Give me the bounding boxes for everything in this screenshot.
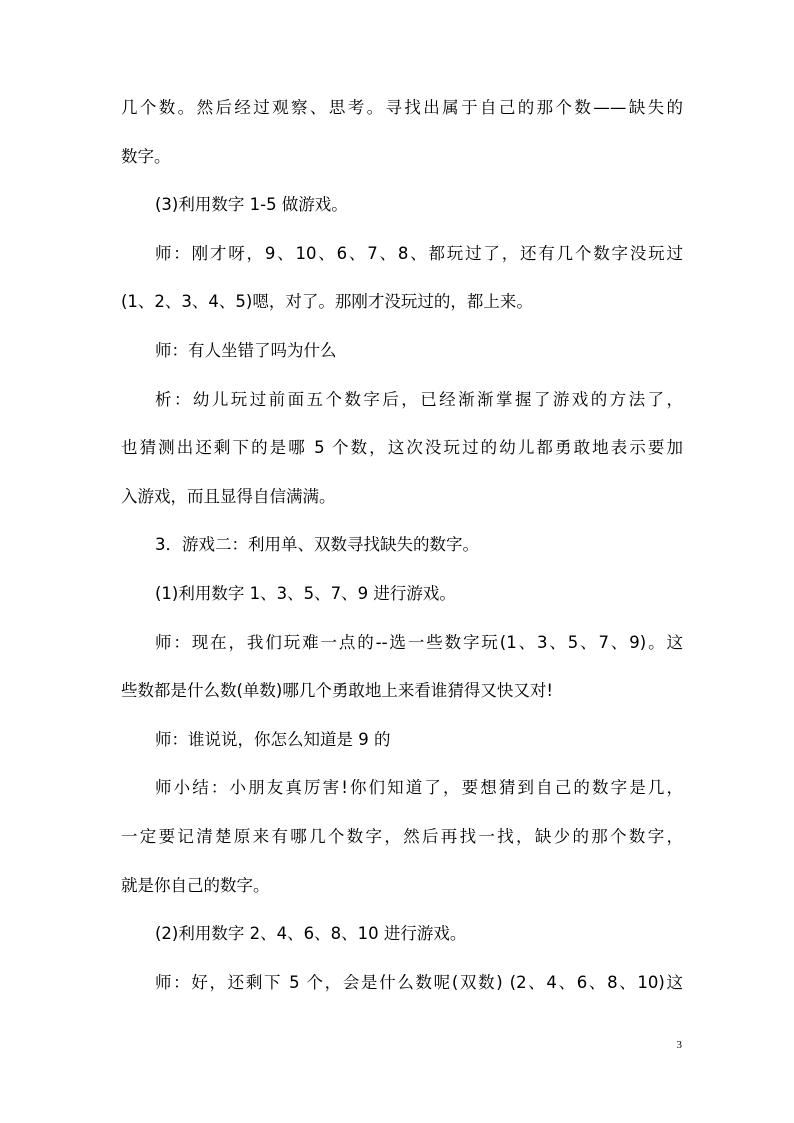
body-text: [121, 91, 683, 1014]
text-line: (3)利用数字 1-5 做游戏。: [155, 195, 348, 215]
text-line: 析：幼儿玩过前面五个数字后，已经渐渐掌握了游戏的方法了，: [155, 389, 683, 409]
text-line: 就是你自己的数字。: [121, 875, 270, 895]
text-line: 师：有人坐错了吗为什么: [155, 340, 337, 360]
text-line: (1)利用数字 1、3、5、7、9 进行游戏。: [155, 583, 456, 603]
text-line: 师：好，还剩下 5 个，会是什么数呢(双数) (2、4、6、8、10)这: [155, 972, 683, 992]
page-number: 3: [676, 1039, 682, 1051]
text-line: 一定要记清楚原来有哪几个数字，然后再找一找，缺少的那个数字，: [121, 826, 683, 846]
text-line: (1、2、3、4、5)嗯，对了。那刚才没玩过的，都上来。: [121, 292, 533, 312]
text-line: 数字。: [121, 146, 171, 166]
text-line: (2)利用数字 2、4、6、8、10 进行游戏。: [155, 924, 467, 944]
text-line: 3．游戏二：利用单、双数寻找缺失的数字。: [155, 535, 479, 555]
text-line: 也猜测出还剩下的是哪 5 个数，这次没玩过的幼儿都勇敢地表示要加: [121, 438, 683, 458]
text-line: 入游戏，而且显得自信满满。: [121, 486, 336, 506]
text-line: 师：刚才呀，9、10、6、7、8、都玩过了，还有几个数字没玩过: [155, 243, 683, 263]
text-line: 师小结：小朋友真厉害!你们知道了，要想猜到自己的数字是几，: [155, 778, 683, 798]
text-line: 几个数。然后经过观察、思考。寻找出属于自己的那个数——缺失的: [121, 98, 683, 117]
text-line: 师：现在，我们玩难一点的--选一些数字玩(1、3、5、7、9)。这: [155, 632, 683, 652]
text-line: 些数都是什么数(单数)哪几个勇敢地上来看谁猜得又快又对!: [121, 681, 553, 701]
text-line: 师：谁说说，你怎么知道是 9 的: [155, 729, 391, 749]
